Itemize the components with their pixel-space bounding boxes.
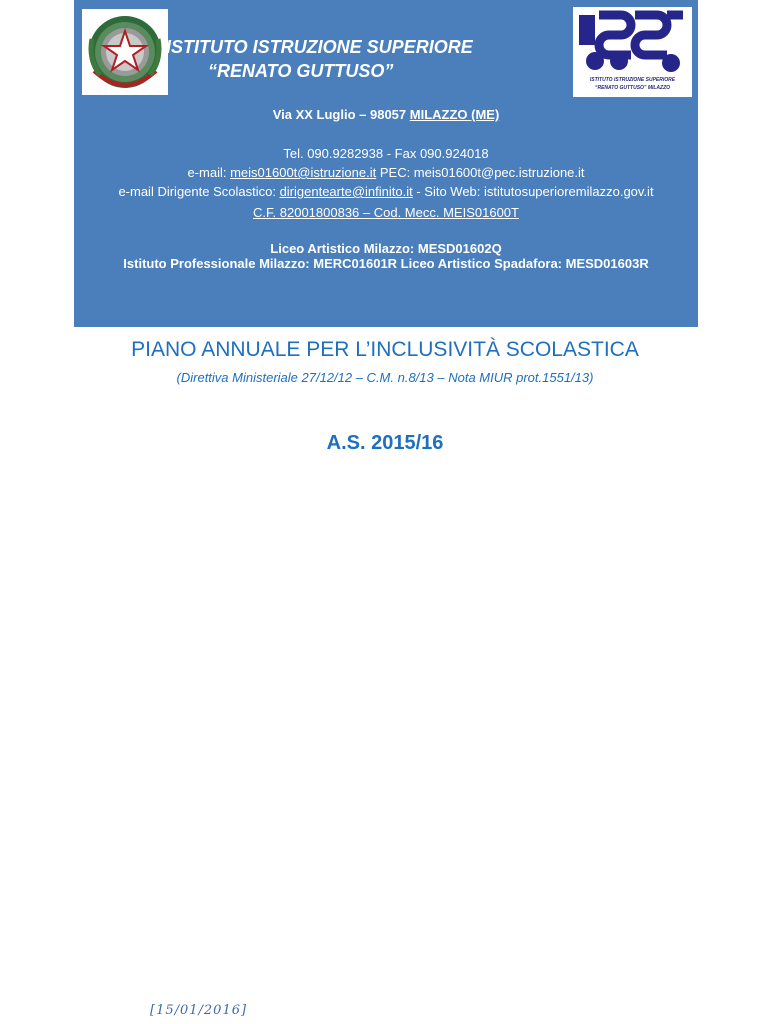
document-date: [15/01/2016] xyxy=(150,1003,248,1018)
codes-line: C.F. 82001800836 – Cod. Mecc. MEIS01600T xyxy=(253,205,519,220)
address-line xyxy=(74,107,698,122)
italian-republic-emblem-icon xyxy=(82,9,168,95)
dirigente-line xyxy=(74,184,698,199)
liceo-milazzo-line: Liceo Artistico Milazzo: MESD01602Q xyxy=(270,241,502,256)
school-year: A.S. 2015/16 xyxy=(326,432,444,454)
website-text: - Sito Web: istitutosuperioremilazzo.gov.it xyxy=(412,184,654,199)
address-street: Via XX Luglio – 98057 xyxy=(272,107,410,122)
logo-caption-line2: “RENATO GUTTUSO” MILAZZO xyxy=(594,85,671,91)
email-link[interactable]: meis01600t@istruzione.it xyxy=(230,165,377,180)
address-city: MILAZZO (ME) xyxy=(409,107,500,122)
dirigente-email-link[interactable]: dirigentearte@infinito.it xyxy=(279,184,413,199)
school-name xyxy=(166,35,496,83)
pec-text: PEC: meis01600t@pec.istruzione.it xyxy=(376,165,585,180)
school-name-line2: “RENATO GUTTUSO” xyxy=(208,61,394,81)
logo-caption-line1: ISTITUTO ISTRUZIONE SUPERIORE xyxy=(589,77,676,83)
document-subtitle: (Direttiva Ministeriale 27/12/12 – C.M. n.8/13 – Nota MIUR prot.1551/13) xyxy=(176,370,594,385)
professionale-line: Istituto Professionale Milazzo: MERC01601R Liceo Artistico Spadafora: MESD01603R xyxy=(123,256,649,271)
letterhead-band xyxy=(74,0,698,327)
phone-fax-line: Tel. 090.9282938 - Fax 090.924018 xyxy=(283,146,489,161)
school-name-line1: ISTITUTO ISTRUZIONE SUPERIORE xyxy=(166,37,473,57)
dirigente-label: e-mail Dirigente Scolastico: xyxy=(118,184,280,199)
school-logo-icon xyxy=(573,7,692,97)
email-line xyxy=(74,165,698,180)
document-title: PIANO ANNUALE PER L’INCLUSIVITÀ SCOLASTICA xyxy=(131,338,639,361)
email-label: e-mail: xyxy=(187,165,231,180)
